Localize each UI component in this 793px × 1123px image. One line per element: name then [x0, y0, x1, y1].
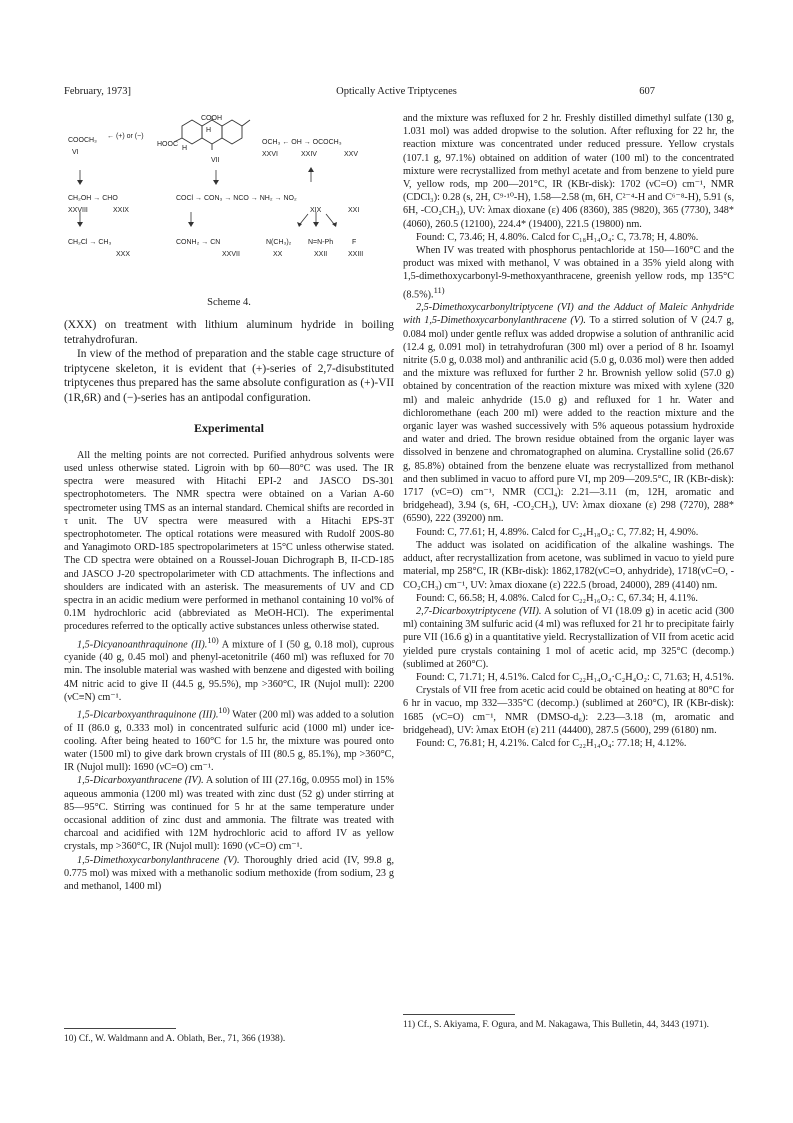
compound-xxvi: XXVI: [262, 151, 278, 158]
paragraph-general-methods: All the melting points are not corrected. Purified anhydrous solvents were used unless otherwise stated. Ligroin with bp 60—80°C was used. The IR spectra were measured with Hitachi EPI-2 and JASCO DS-301 spectrophotometers. The NMR spectra were obtained on a Varian A-60 spectrometer using TMS as an internal standard. Chemical shifts are recorded in τ unit. The UV spectra were measured with a Hitachi EPS-3T spectrophotometer. The optical rotations were measured with Rudolf 200S-80 and Yanagimoto ORD-185 spectropolarimeters at 15°C unless otherwise stated. The CD spectra were obtained on a Roussel-Jouan Dichrograph B, II-CD-185 and JASCO J-20 spectropolarimeter with CD attachments. The inflections and shoulders are indicated with an asterisk. The measurements of UV and CD spectra in an acidic medium were performed in methanol containing 10 vol% of 0.1M hydrochloric acid (abbreviated as MeOH-HCl). The experimental procedures referred to the optically active substances unless otherwise stated.: [64, 449, 394, 633]
left-column: [64, 112, 394, 893]
paragraph-compound-vii: [403, 605, 734, 671]
compound-xxviii: XXVIII: [68, 207, 88, 214]
section-heading-experimental: Experimental: [194, 420, 264, 435]
analysis-vii-acetic: Found: C, 71.71; H, 4.51%. Calcd for C₂₂H₁₄O₄·C₂H₄O₂: C, 71.63; H, 4.51%.: [416, 671, 734, 683]
bridgehead-h-bottom: H: [182, 145, 188, 152]
paragraph-lead-1: (XXX) on treatment with lithium aluminum hydride in boiling tetrahydrofuran.: [64, 319, 394, 346]
scheme-caption: Scheme 4.: [207, 297, 251, 308]
compound-xxiv: XXIV: [301, 151, 317, 158]
dimethylamino: N(CH₃)₂: [266, 239, 292, 246]
hooc-label: HOOC: [157, 141, 178, 148]
running-header-date: February, 1973]: [64, 86, 131, 97]
compound-iv-body: A solution of III (27.16g, 0.0955 mol) in 15% aqueous ammonia (1200 ml) was treated with zinc dust (52 g) under stirring at 85—95°C. Stirring was continued for 5 hr at the same temperature under occasional addition of zinc dust and ammonia. The filtrate was treated with charcoal and acidified with 12M hydrochloric acid to afford IV as yellow crystals, mp >360°C, IR (Nujol mull): 1690 (νC=O) cm⁻¹.: [64, 775, 394, 853]
compound-xxi: XXI: [348, 207, 360, 214]
compound-vii-body: A solution of VI (18.09 g) in acetic acid (300 ml) containing 3M sulfuric acid (4 ml) was refluxed for 21 hr to precipitate fairly pure VII (16.6 g) in a quantitative yield. Recrystallization of VII from acetic acid yielded pure crystals containing 1 mol of acetic acid, mp 325°C (decomp.) (sublimed at 260°C).: [403, 605, 734, 670]
paragraph-compound-iv: [64, 774, 394, 853]
compound-xix: XIX: [310, 207, 322, 214]
paragraph-compound-v-cont: and the mixture was refluxed for 2 hr. Freshly distilled dimethyl sulfate (130 g, 1.031 mol) was added dropwise to the solution. After refluxing for 22 hr, the reaction mixture was concentrated under reduced pressure. Yellow crystals (107.1 g, 97.1%) obtained on addition of water (100 ml) to the concentrated mixture were recrystallized from methyl acetate and from benzene to yield pure V, yellow rods, mp 200—201°C, IR (KBr-disk): 1702 (νC=O) cm⁻¹, NMR (CDCl₃): 0.28 (s, 2H, C⁹·¹⁰-H), 1.58—2.58 (m, 6H, C²⁻⁴-H and C⁶⁻⁸-H), 5.91 (s, 6H, -CO₂CH₃), UV: λmax dioxane (ε) 406 (8360), 385 (9820), 365 (7730), 348* (4060), 260.5 (12100), 224.4* (19400), 221.5 (19800) nm.: [403, 113, 734, 230]
ref-10: 10): [207, 634, 219, 645]
compound-xxix: XXIX: [113, 207, 129, 214]
ch2oh-cho: CH₂OH → CHO: [68, 195, 118, 202]
och3-oh-ococh3: OCH₃ ← OH → OCOCH₃: [262, 139, 342, 146]
paragraph-compound-iii: [64, 704, 394, 774]
fluoro: F: [352, 239, 357, 246]
analysis-v: Found: C, 73.46; H, 4.80%. Calcd for C₁₈H₁₄O₄: C, 73.78; H, 4.80%.: [416, 231, 699, 243]
ref-10b: 10): [218, 705, 230, 716]
analysis-vi: Found: C, 77.61; H, 4.89%. Calcd for C₂₄H₁₈O₄: C, 77.82; H, 4.90%.: [416, 526, 699, 538]
paragraph-compound-ii: [64, 634, 394, 704]
cooh-label: COOH: [201, 115, 222, 122]
paragraph-lead-2: In view of the method of preparation and the stable cage structure of triptycene skeleton, it is evident that (+)-series of 2,7-disubstituted triptycenes thus prepared has the same absolute configuration as (+)-VII (1R,6R) and (−)-series has an antipodal configuration.: [64, 348, 394, 404]
compound-xxx: XXX: [116, 251, 131, 258]
ch2cl-ch3: CH₂Cl → CH₃: [68, 239, 112, 246]
page-number: 607: [639, 86, 655, 97]
analysis-vii: Found: C, 76.81; H, 4.21%. Calcd for C₂₂H₁₄O₄: 77.18; H, 4.12%.: [416, 737, 687, 749]
compound-v-title: 1,5-Dimethoxycarbonylanthracene (V).: [77, 854, 240, 866]
compound-xxvii: XXVII: [222, 251, 240, 258]
compound-vi: VI: [72, 149, 79, 156]
compound-iii-title: 1,5-Dicarboxyanthraquinone (III).: [77, 709, 219, 721]
pcl5-route-body: When IV was treated with phosphorus pentachloride at 150—160°C and the product was mixed with methanol, V was obtained in a 35% yield along with 1,5-dimethoxycarbonyl-9-methoxyanthracene, greenish yellow rods, mp 135°C (8.5%).: [403, 245, 734, 301]
compound-xxv: XXV: [344, 151, 359, 158]
compound-xxiii: XXIII: [348, 251, 364, 258]
compound-v-body: Thoroughly dried acid (IV, 99.8 g, 0.775 mol) was mixed with a methanolic sodium methoxide (from sodium, 23 g and methanol, 1400 ml): [64, 854, 394, 893]
cocl-chain: COCl → CON₃ → NCO → NH₂ → NO₂: [176, 195, 297, 202]
paragraph-compound-vi: [403, 301, 734, 525]
reaction-scheme: [64, 112, 394, 318]
compound-vii: VII: [211, 157, 220, 164]
compound-xx: XX: [273, 251, 283, 258]
compound-vii-title: 2,7-Dicarboxytriptycene (VII).: [416, 605, 542, 617]
right-column: [403, 112, 734, 750]
conh2-cn: CONH₂ → CN: [176, 239, 221, 246]
compound-ii-title: 1,5-Dicyanoanthraquinone (II).: [77, 639, 208, 650]
footnote-rule: [64, 1028, 176, 1029]
compound-ii-body: A mixture of I (50 g, 0.18 mol), cuprous cyanide (40 g, 0.45 mol) and phenyl-acetonitrile (460 ml) was refluxed for 70 min. The insoluble material was washed with benzene and digested with boiling 4M nitric acid to give II (44.5 g, 95.5%), mp >360°C, IR (Nujol mull): 2200 (νC≡N) cm⁻¹.: [64, 639, 395, 703]
paragraph-vii-free: Crystals of VII free from acetic acid could be obtained on heating at 80°C for 6 hr in vacuo, mp 332—335°C (decomp.) (sublimed at 260°C), IR (KBr-disk): 1685 (νC=O) cm⁻¹, NMR (DMSO-d₆): 2.23—3.18 (m, aromatic and bridgehead), UV: λmax EtOH (ε) 211 (44400), 287.5 (5600), 299 (6180) nm.: [403, 685, 734, 736]
paragraph-pcl5-route: [403, 244, 734, 301]
footnote-11: 11) Cf., S. Akiyama, F. Ogura, and M. Nakagawa, This Bulletin, 44, 3443 (1971).: [403, 1020, 709, 1030]
azobenzene: N=N-Ph: [308, 239, 334, 246]
cooch3-label: COOCH₃: [68, 137, 97, 144]
footnote-right: [403, 1009, 733, 1031]
footnote-10: 10) Cf., W. Waldmann and A. Oblath, Ber., 71, 366 (1938).: [64, 1034, 286, 1044]
analysis-adduct: Found: C, 66.58; H, 4.08%. Calcd for C₂₂H₁₆O₇: C, 67.34; H, 4.11%.: [416, 592, 698, 604]
paragraph-adduct: The adduct was isolated on acidification of the alkaline washings. The adduct, after recrystallization from acetone, was sublimed in vacuo to yield pure material, mp 258°C, IR (KBr-disk): 1862,1782(νC=O, anhydride), 1718(νC=O, -CO₂CH₃) cm⁻¹, UV: λmax dioxane (ε) 222.5 (broad, 24000), 289 (4140) nm.: [403, 539, 734, 591]
ref-11: 11): [433, 284, 445, 295]
compound-iii-body: Water (200 ml) was added to a solution of II (86.0 g, 0.333 mol) in concentrated sulfuric acid (1000 ml) under ice-cooling. After being heated to 160°C for 1.5 hr, the mixture was poured onto water (1500 ml) to give dark brown crystals of III (80.5 g, 85.1%), mp >360°C, IR (Nujol mull): 1690 (νC=O) cm⁻¹.: [64, 709, 394, 774]
footnote-left: [64, 1023, 394, 1045]
compound-vi-body: To a stirred solution of V (24.7 g, 0.084 mol) under gentle reflux was added dropwise a solution of anthranilic acid (12.4 g, 0.091 mol) in tetrahydrofuran (300 ml) over a period of 8 hr. Isoamyl nitrite (5.0 g, 0.038 mol) and anthranilic acid (5.0 g, 0.036 mol) were then added and the mixture was refluxed for further 2 hr. Brownish yellow solid (57.0 g) obtained by concentration of the reaction mixture was mixed with xylene (320 ml) and maleic anhydride (15.0 g) and refluxed for 1 hr. Water and dichloromethane (each 200 ml) were added to the reaction mixture and the organic layer was washed successively with 5% aqueous potassium hydroxide and water and dried. The brown residue obtained from the organic layer was dissolved in benzene and chromatographed on alumina. Crystalline solid (26.67 g, 85.8%) obtained from the benzene eluate was recrystallized from methanol and then sublimed in vacuo to afford pure VI, mp 209—209.5°C, IR (KBr-disk): 1717 (νC=O) cm⁻¹, NMR (CCl₄): 2.21—3.11 (m, 12H, aromatic and bridgehead), 3.94 (s, 6H, -CO₂CH₃), UV: λmax dioxane (ε) 298 (7270), 288* (6590), 222 (39200) nm.: [403, 315, 735, 525]
bridgehead-h-top: H: [206, 127, 212, 134]
compound-vi-title: 2,5-Dimethoxycarbonyltriptycene (VI) and the Adduct of Maleic Anhydride with 1,5-Dimethoxycarbonylanthracene (V).: [403, 302, 734, 327]
footnote-rule-right: [403, 1014, 515, 1015]
running-header-title: Optically Active Triptycenes: [336, 86, 457, 97]
compound-xxii: XXII: [314, 251, 328, 258]
paragraph-compound-v: [64, 854, 394, 894]
compound-iv-title: 1,5-Dicarboxyanthracene (IV).: [77, 775, 204, 787]
rotation-sign-arrow: ← (+) or (−): [107, 133, 144, 140]
